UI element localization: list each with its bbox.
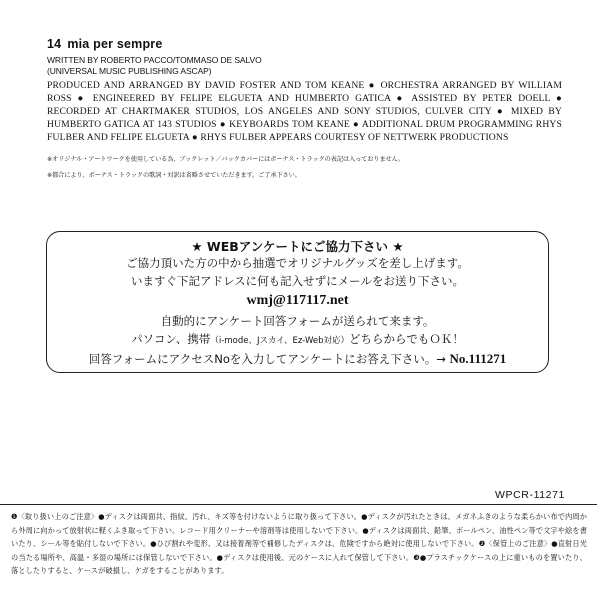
devices-supported: （i-mode、Jスカイ、Ez-Web対応） (210, 335, 350, 346)
catalog-number: WPCR-11271 (495, 489, 565, 501)
written-by: WRITTEN BY ROBERTO PACCO/TOMMASO DE SALVO (47, 55, 262, 65)
web-survey-box (46, 231, 549, 373)
track-credits (47, 37, 562, 144)
track-number: 14 (47, 37, 62, 51)
access-instruction: 回答フォームにアクセスNoを入力してアンケートにお答え下さい。→ (88, 352, 446, 366)
publisher: (UNIVERSAL MUSIC PUBLISHING ASCAP) (47, 66, 212, 76)
devices-main: パソコン、携帯 (131, 331, 211, 346)
survey-email[interactable]: wmj@117117.net (246, 293, 349, 308)
production-credits: PRODUCED AND ARRANGED BY DAVID FOSTER AND TOM KEANE ● ORCHESTRA ARRANGED BY WILLIAM ROSS ● ENGINEERED BY FELIPE ELGUETA AND HUMBERTO GATICA ● ASSISTED BY PETER DOELL ● RECORDED AT CHARTMAKER STUDIOS, LOS ANGELES AND SONY STUDIOS, CULVER CITY ● MIXED BY HUMBERTO GATICA AT 143 STUDIOS ● KEYBOARDS TOM KEANE ● ADDITIONAL DRUM PROGRAMMING RHYS FULBER AND FELIPE ELGUETA ● RHYS FULBER APPEARS COURTESY OF NETTWERK PRODUCTIONS (47, 80, 562, 143)
track-title: mia per sempre (67, 37, 163, 51)
survey-line-access (47, 350, 548, 369)
survey-line-instructions: いますぐ下記アドレスに何も記入せずにメールをお送り下さい。 (131, 273, 464, 288)
access-number: No.111271 (449, 351, 507, 366)
survey-line-devices (47, 331, 548, 351)
survey-line-form: 自動的にアンケート回答フォームが送られて来ます。 (160, 314, 435, 328)
handling-notice-text: ❶〈取り扱い上のご注意〉●ディスクは両面共、指紋、汚れ、キズ等を付けないように取り扱って下さい。●ディスクが汚れたときは、メガネふきのような柔らかい布で内周から外周に向かって放射状に軽くふき取って下さい。レコード用クリーナーや溶剤等は使用しないで下さい。●ディスクは両面共、鉛筆、ボールペン、油性ペン等で文字や絵を書いたり、シール等を貼付しないで下さい。●ひび割れや変形、又は接着剤等で補修したディスクは、危険ですから絶対に使用しないで下さい。❷〈保管上のご注意〉●直射日光の当たる場所や、高温・多湿の場所には保管しないで下さい。●ディスクは使用後、元のケースに入れて保管して下さい。❸●プラスチックケースの上に重いものを置いたり、落としたりすると、ケースが破損し、ケガをすることがあります。 (11, 512, 587, 576)
survey-line-prize: ご協力頂いた方の中から抽選でオリジナルグッズを差し上げます。 (126, 256, 469, 270)
survey-title: ★ WEBアンケートにご協力下さい ★ (191, 239, 404, 254)
note-lyrics: ※都合により、ボーナス・トラックの歌詞・対訳は省略させていただきます。ご了承下さい。 (47, 172, 301, 179)
handling-notice (0, 504, 597, 594)
note-artwork: ※オリジナル・アートワークを使用している為、ブックレット／バックカバーにはボーナス・トラックの表記は入っておりません。 (47, 156, 405, 163)
track-heading (47, 37, 562, 51)
devices-ok: どちらからでもＯＫ！ (349, 331, 464, 346)
bonus-track-notes (47, 152, 567, 184)
